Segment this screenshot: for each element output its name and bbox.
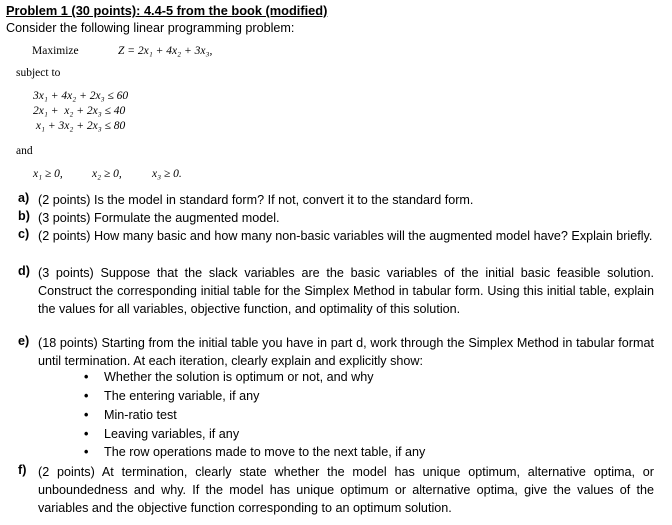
item-text: (2 points) How many basic and how many non-basic variables will the augmented model have? Explain briefly. — [38, 229, 653, 243]
nonneg-x2: x₂ ≥ 0, — [92, 168, 122, 180]
item-text: (2 points) At termination, clearly state whether the model has unique optimum, alternative optima, or unboundedness and why. If the model has unique optimum or alternative optima, give the values of the variables and the objective function corresponding to an optimum solution. — [38, 465, 654, 515]
item-text: (3 points) Suppose that the slack variables are the basic variables of the initial basic feasible solution. Construct the corresponding initial table for the Simplex Method in tabular form. Using this initial table, explain the values for all variables, objective function, and optimality of this solution. — [38, 266, 654, 316]
item-label: e) — [18, 334, 30, 348]
objective-function: Z = 2x₁ + 4x₂ + 3x₃, — [118, 45, 213, 57]
maximize-label: Maximize — [32, 45, 79, 57]
bullet-text: The row operations made to move to the next table, if any — [104, 445, 426, 459]
item-text: (18 points) Starting from the initial table you have in part d, work through the Simplex Method in tabular format until termination. At each iteration, clearly explain and explicitly show: — [38, 336, 654, 368]
item-text: (2 points) Is the model in standard form? If not, convert it to the standard form. — [38, 193, 474, 207]
item-label: b) — [18, 209, 30, 223]
item-text: (3 points) Formulate the augmented model. — [38, 211, 280, 225]
nonneg-x3: x₃ ≥ 0. — [152, 168, 182, 180]
bullet-symbol: • — [84, 427, 89, 441]
and-label: and — [16, 145, 33, 157]
bullet-text: Leaving variables, if any — [104, 427, 240, 441]
constraint-3: x₁ + 3x₂ + 2x₃ ≤ 80 — [33, 120, 126, 132]
constraint-2: 2x₁ + x₂ + 2x₃ ≤ 40 — [33, 105, 126, 117]
intro-text: Consider the following linear programming problem: — [6, 21, 295, 35]
bullet-text: Whether the solution is optimum or not, and why — [104, 370, 374, 384]
item-label: d) — [18, 264, 30, 278]
bullet-symbol: • — [84, 445, 89, 459]
nonneg-x1: x₁ ≥ 0, — [33, 168, 63, 180]
bullet-symbol: • — [84, 370, 89, 384]
bullet-symbol: • — [84, 389, 89, 403]
problem-title: Problem 1 (30 points): 4.4-5 from the book (modified) — [6, 3, 328, 18]
item-label: f) — [18, 463, 27, 477]
item-label: c) — [18, 227, 30, 241]
bullet-text: The entering variable, if any — [104, 389, 260, 403]
item-label: a) — [18, 191, 30, 205]
bullet-text: Min-ratio test — [104, 408, 177, 422]
bullet-symbol: • — [84, 408, 89, 422]
subject-to-label: subject to — [16, 67, 61, 79]
constraint-1: 3x₁ + 4x₂ + 2x₃ ≤ 60 — [33, 90, 129, 102]
